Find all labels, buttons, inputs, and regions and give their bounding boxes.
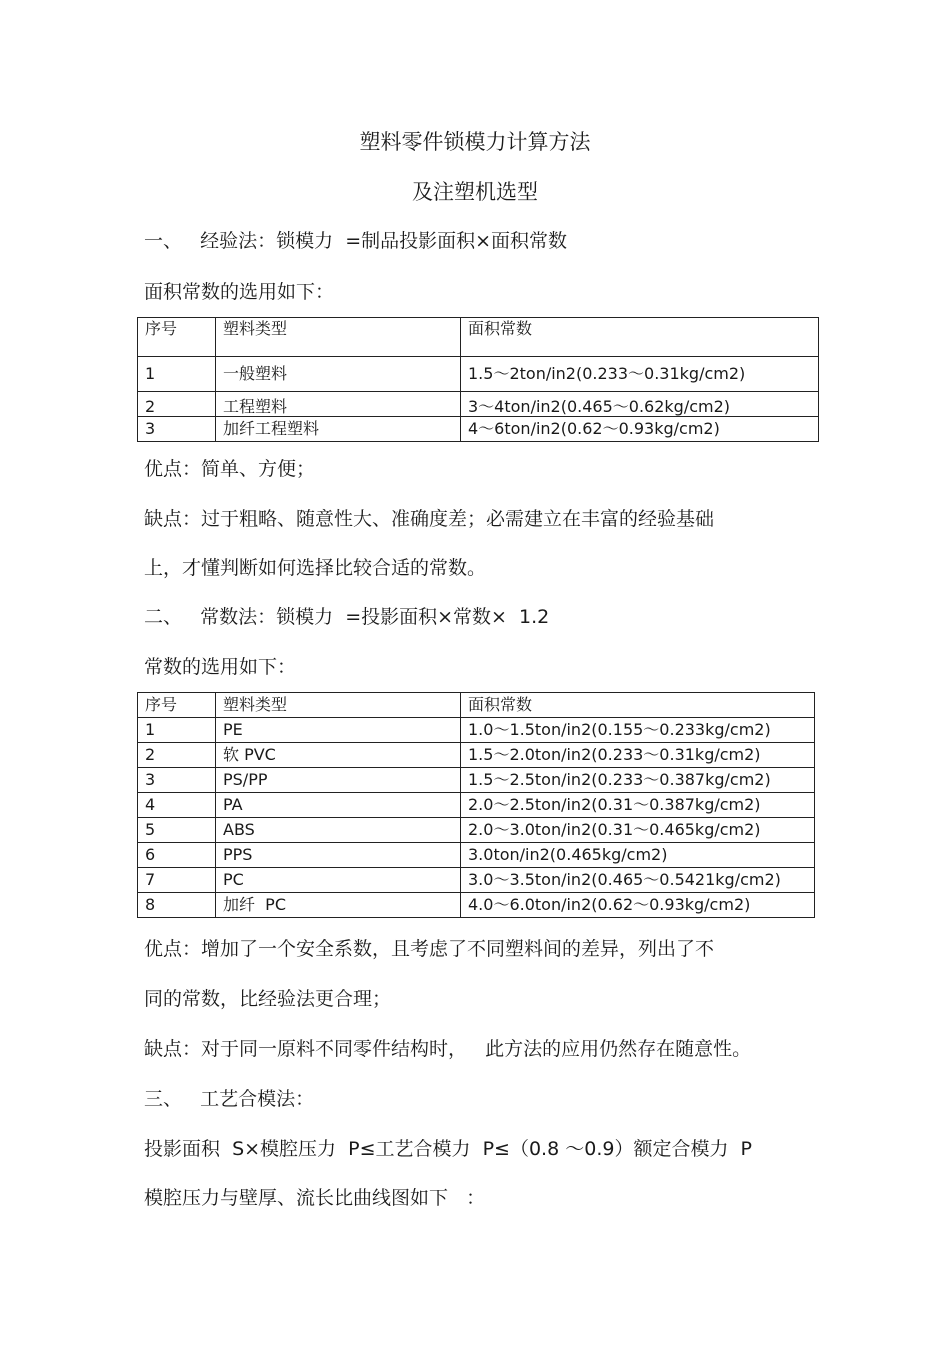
table-row — [138, 417, 819, 442]
document-title-line1: 塑料零件锁模力计算方法 — [359, 130, 591, 154]
table-cell: ABS — [216, 818, 461, 843]
header-cell: 序号 — [138, 693, 216, 718]
table-cell: 1.5～2ton/in2(0.233～0.31kg/cm2) — [461, 357, 819, 392]
table-cell: PPS — [216, 843, 461, 868]
table-cell: 1.5～2.0ton/in2(0.233～0.31kg/cm2) — [461, 743, 815, 768]
table-cell: 2 — [138, 743, 216, 768]
header-cell: 序号 — [138, 318, 216, 357]
header-cell: 面积常数 — [461, 693, 815, 718]
section1-intro: 面积常数的选用如下： — [144, 281, 335, 303]
header-cell: 塑料类型 — [216, 318, 461, 357]
table-row — [138, 743, 815, 768]
table-cell: 工程塑料 — [216, 392, 461, 417]
table-cell: PA — [216, 793, 461, 818]
table-cell: 3.0ton/in2(0.465kg/cm2) — [461, 843, 815, 868]
table-cell: PS/PP — [216, 768, 461, 793]
section3-caption: 模腔压力与壁厚、流长比曲线图如下 ： — [144, 1187, 486, 1209]
table-cell: 3 — [138, 417, 216, 442]
table-cell: 3～4ton/in2(0.465～0.62kg/cm2) — [461, 392, 819, 417]
table-row — [138, 868, 815, 893]
table-cell: 4.0～6.0ton/in2(0.62～0.93kg/cm2) — [461, 893, 815, 918]
header-cell: 塑料类型 — [216, 693, 461, 718]
table-row — [138, 768, 815, 793]
table-row — [138, 893, 815, 918]
section1-heading: 一、 经验法：锁模力 =制品投影面积×面积常数 — [144, 230, 568, 252]
table-cell: 软 PVC — [216, 743, 461, 768]
constant-table — [137, 692, 815, 918]
section2-intro: 常数的选用如下： — [144, 656, 297, 678]
table-cell: 4～6ton/in2(0.62～0.93kg/cm2) — [461, 417, 819, 442]
table-cell: 2 — [138, 392, 216, 417]
table-cell: 1 — [138, 357, 216, 392]
table-cell: 6 — [138, 843, 216, 868]
table-row — [138, 818, 815, 843]
table-row — [138, 843, 815, 868]
section2-pros-line1: 优点：增加了一个安全系数，且考虑了不同塑料间的差异，列出了不 — [144, 938, 715, 960]
table-cell: 2.0～2.5ton/in2(0.31～0.387kg/cm2) — [461, 793, 815, 818]
document-title-line2: 及注塑机选型 — [412, 180, 538, 204]
section1-pros: 优点：简单、方便； — [144, 458, 316, 480]
table-cell: 1 — [138, 718, 216, 743]
table-cell: 加纤 PC — [216, 893, 461, 918]
table-row — [138, 392, 819, 417]
table-cell: 7 — [138, 868, 216, 893]
section3-formula: 投影面积 S×模腔压力 P≤工艺合模力 P≤（0.8 ～0.9）额定合模力 P — [144, 1138, 752, 1160]
table-row — [138, 357, 819, 392]
section2-cons: 缺点：对于同一原料不同零件结构时， 此方法的应用仍然存在随意性。 — [144, 1038, 752, 1060]
table-cell: 加纤工程塑料 — [216, 417, 461, 442]
table-header-row — [138, 318, 819, 357]
section3-heading: 三、 工艺合模法： — [144, 1088, 315, 1110]
table-cell: 8 — [138, 893, 216, 918]
table-cell: 1.0～1.5ton/in2(0.155～0.233kg/cm2) — [461, 718, 815, 743]
section2-pros-line2: 同的常数，比经验法更合理； — [144, 988, 392, 1010]
section1-cons-line1: 缺点：过于粗略、随意性大、准确度差；必需建立在丰富的经验基础 — [144, 508, 715, 530]
table-row — [138, 718, 815, 743]
area-constant-table — [137, 317, 819, 442]
table-cell: 3 — [138, 768, 216, 793]
section2-heading: 二、 常数法：锁模力 =投影面积×常数× 1.2 — [144, 606, 550, 628]
section1-cons-line2: 上，才懂判断如何选择比较合适的常数。 — [144, 557, 487, 579]
table-cell: PE — [216, 718, 461, 743]
table-cell: 4 — [138, 793, 216, 818]
table-cell: PC — [216, 868, 461, 893]
header-cell: 面积常数 — [461, 318, 819, 357]
table-row — [138, 793, 815, 818]
table-cell: 1.5～2.5ton/in2(0.233～0.387kg/cm2) — [461, 768, 815, 793]
table-cell: 2.0～3.0ton/in2(0.31～0.465kg/cm2) — [461, 818, 815, 843]
table-cell: 5 — [138, 818, 216, 843]
table-cell: 3.0～3.5ton/in2(0.465～0.5421kg/cm2) — [461, 868, 815, 893]
table-cell: 一般塑料 — [216, 357, 461, 392]
table-header-row — [138, 693, 815, 718]
